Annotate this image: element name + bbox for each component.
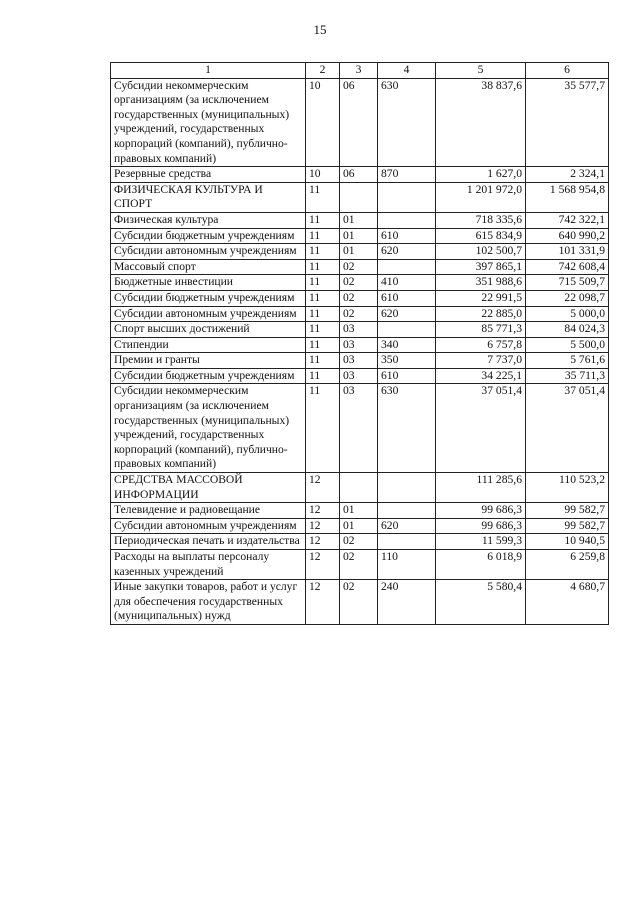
amount-year1-cell: 615 834,9 — [436, 228, 526, 244]
subsection-code-cell: 02 — [340, 306, 378, 322]
amount-year2-cell: 640 990,2 — [526, 228, 609, 244]
subsection-code-cell: 03 — [340, 353, 378, 369]
expense-type-cell: 340 — [378, 337, 436, 353]
amount-year1-cell: 1 201 972,0 — [436, 182, 526, 212]
table-row — [111, 337, 609, 353]
table-row — [111, 244, 609, 260]
amount-year2-cell: 5 000,0 — [526, 306, 609, 322]
section-code-cell: 11 — [306, 322, 340, 338]
subsection-code-cell: 01 — [340, 212, 378, 228]
expense-type-cell: 620 — [378, 244, 436, 260]
amount-year2-cell: 110 523,2 — [526, 473, 609, 503]
row-name-cell: СРЕДСТВА МАССОВОЙ ИНФОРМАЦИИ — [111, 473, 306, 503]
amount-year2-cell: 35 711,3 — [526, 368, 609, 384]
table-row — [111, 182, 609, 212]
table-row — [111, 290, 609, 306]
row-name-cell: Премии и гранты — [111, 353, 306, 369]
amount-year1-cell: 34 225,1 — [436, 368, 526, 384]
section-code-cell: 11 — [306, 337, 340, 353]
amount-year1-cell: 6 757,8 — [436, 337, 526, 353]
amount-year1-cell: 22 991,5 — [436, 290, 526, 306]
table-row — [111, 550, 609, 580]
section-code-cell: 10 — [306, 167, 340, 183]
subsection-code-cell: 03 — [340, 337, 378, 353]
section-code-cell: 11 — [306, 212, 340, 228]
row-name-cell: Резервные средства — [111, 167, 306, 183]
expense-type-cell — [378, 503, 436, 519]
section-code-cell: 11 — [306, 182, 340, 212]
subsection-code-cell: 02 — [340, 275, 378, 291]
amount-year1-cell: 22 885,0 — [436, 306, 526, 322]
table-row — [111, 259, 609, 275]
amount-year1-cell: 5 580,4 — [436, 580, 526, 625]
amount-year2-cell: 5 500,0 — [526, 337, 609, 353]
expense-type-cell: 110 — [378, 550, 436, 580]
subsection-code-cell — [340, 473, 378, 503]
amount-year2-cell: 1 568 954,8 — [526, 182, 609, 212]
amount-year2-cell: 84 024,3 — [526, 322, 609, 338]
expense-type-cell — [378, 322, 436, 338]
section-code-cell: 11 — [306, 228, 340, 244]
subsection-code-cell: 01 — [340, 518, 378, 534]
subsection-code-cell: 01 — [340, 503, 378, 519]
subsection-code-cell: 03 — [340, 384, 378, 473]
subsection-code-cell — [340, 182, 378, 212]
row-name-cell: Массовый спорт — [111, 259, 306, 275]
row-name-cell: Расходы на выплаты персоналу казенных учреждений — [111, 550, 306, 580]
amount-year1-cell: 1 627,0 — [436, 167, 526, 183]
header-cell: 6 — [526, 63, 609, 79]
section-code-cell: 12 — [306, 503, 340, 519]
amount-year2-cell: 35 577,7 — [526, 78, 609, 167]
budget-table — [110, 62, 609, 625]
amount-year1-cell: 351 988,6 — [436, 275, 526, 291]
subsection-code-cell: 01 — [340, 228, 378, 244]
table-row — [111, 228, 609, 244]
subsection-code-cell: 02 — [340, 259, 378, 275]
expense-type-cell — [378, 534, 436, 550]
section-code-cell: 11 — [306, 353, 340, 369]
table-row — [111, 503, 609, 519]
subsection-code-cell: 06 — [340, 78, 378, 167]
amount-year2-cell: 101 331,9 — [526, 244, 609, 260]
expense-type-cell: 630 — [378, 384, 436, 473]
amount-year1-cell: 111 285,6 — [436, 473, 526, 503]
table-header-row — [111, 63, 609, 79]
amount-year1-cell: 7 737,0 — [436, 353, 526, 369]
section-code-cell: 11 — [306, 290, 340, 306]
table-row — [111, 275, 609, 291]
expense-type-cell — [378, 473, 436, 503]
header-cell: 1 — [111, 63, 306, 79]
amount-year1-cell: 99 686,3 — [436, 503, 526, 519]
amount-year2-cell: 5 761,6 — [526, 353, 609, 369]
expense-type-cell — [378, 259, 436, 275]
expense-type-cell: 610 — [378, 368, 436, 384]
table-row — [111, 167, 609, 183]
budget-table-body — [111, 63, 609, 625]
row-name-cell: Субсидии автономным учреждениям — [111, 244, 306, 260]
amount-year1-cell: 6 018,9 — [436, 550, 526, 580]
row-name-cell: Субсидии автономным учреждениям — [111, 518, 306, 534]
table-row — [111, 78, 609, 167]
subsection-code-cell: 02 — [340, 550, 378, 580]
header-cell: 3 — [340, 63, 378, 79]
row-name-cell: Физическая культура — [111, 212, 306, 228]
table-row — [111, 534, 609, 550]
table-row — [111, 353, 609, 369]
section-code-cell: 11 — [306, 244, 340, 260]
table-row — [111, 306, 609, 322]
amount-year2-cell: 6 259,8 — [526, 550, 609, 580]
row-name-cell: Субсидии бюджетным учреждениям — [111, 290, 306, 306]
row-name-cell: ФИЗИЧЕСКАЯ КУЛЬТУРА И СПОРТ — [111, 182, 306, 212]
subsection-code-cell: 02 — [340, 290, 378, 306]
expense-type-cell: 240 — [378, 580, 436, 625]
table-row — [111, 518, 609, 534]
row-name-cell: Иные закупки товаров, работ и услуг для обеспечения государственных (муниципальных) нужд — [111, 580, 306, 625]
row-name-cell: Субсидии некоммерческим организациям (за исключением государственных (муниципальных) учреждений, государственных корпораций (компаний), публично-правовых компаний) — [111, 78, 306, 167]
header-cell: 2 — [306, 63, 340, 79]
expense-type-cell: 610 — [378, 228, 436, 244]
row-name-cell: Телевидение и радиовещание — [111, 503, 306, 519]
amount-year1-cell: 11 599,3 — [436, 534, 526, 550]
header-cell: 4 — [378, 63, 436, 79]
row-name-cell: Субсидии бюджетным учреждениям — [111, 368, 306, 384]
amount-year1-cell: 99 686,3 — [436, 518, 526, 534]
amount-year1-cell: 85 771,3 — [436, 322, 526, 338]
section-code-cell: 11 — [306, 259, 340, 275]
table-row — [111, 368, 609, 384]
table-row — [111, 473, 609, 503]
amount-year2-cell: 2 324,1 — [526, 167, 609, 183]
amount-year2-cell: 99 582,7 — [526, 518, 609, 534]
section-code-cell: 12 — [306, 580, 340, 625]
amount-year1-cell: 38 837,6 — [436, 78, 526, 167]
row-name-cell: Спорт высших достижений — [111, 322, 306, 338]
section-code-cell: 12 — [306, 518, 340, 534]
amount-year2-cell: 742 322,1 — [526, 212, 609, 228]
table-row — [111, 212, 609, 228]
table-row — [111, 384, 609, 473]
row-name-cell: Субсидии некоммерческим организациям (за исключением государственных (муниципальных) учреждений, государственных корпораций (компаний), публично-правовых компаний) — [111, 384, 306, 473]
expense-type-cell: 620 — [378, 518, 436, 534]
table-row — [111, 580, 609, 625]
expense-type-cell: 620 — [378, 306, 436, 322]
subsection-code-cell: 02 — [340, 580, 378, 625]
section-code-cell: 12 — [306, 473, 340, 503]
expense-type-cell: 610 — [378, 290, 436, 306]
amount-year1-cell: 37 051,4 — [436, 384, 526, 473]
subsection-code-cell: 03 — [340, 368, 378, 384]
expense-type-cell — [378, 212, 436, 228]
amount-year2-cell: 715 509,7 — [526, 275, 609, 291]
page-number: 15 — [313, 22, 327, 37]
section-code-cell: 12 — [306, 534, 340, 550]
amount-year1-cell: 397 865,1 — [436, 259, 526, 275]
row-name-cell: Субсидии бюджетным учреждениям — [111, 228, 306, 244]
expense-type-cell: 630 — [378, 78, 436, 167]
amount-year1-cell: 102 500,7 — [436, 244, 526, 260]
amount-year2-cell: 10 940,5 — [526, 534, 609, 550]
section-code-cell: 11 — [306, 306, 340, 322]
amount-year2-cell: 742 608,4 — [526, 259, 609, 275]
amount-year2-cell: 37 051,4 — [526, 384, 609, 473]
amount-year2-cell: 99 582,7 — [526, 503, 609, 519]
expense-type-cell: 350 — [378, 353, 436, 369]
table-row — [111, 322, 609, 338]
row-name-cell: Стипендии — [111, 337, 306, 353]
row-name-cell: Бюджетные инвестиции — [111, 275, 306, 291]
subsection-code-cell: 01 — [340, 244, 378, 260]
section-code-cell: 11 — [306, 384, 340, 473]
subsection-code-cell: 03 — [340, 322, 378, 338]
row-name-cell: Субсидии автономным учреждениям — [111, 306, 306, 322]
expense-type-cell: 870 — [378, 167, 436, 183]
section-code-cell: 11 — [306, 368, 340, 384]
subsection-code-cell: 06 — [340, 167, 378, 183]
section-code-cell: 10 — [306, 78, 340, 167]
amount-year1-cell: 718 335,6 — [436, 212, 526, 228]
expense-type-cell — [378, 182, 436, 212]
expense-type-cell: 410 — [378, 275, 436, 291]
subsection-code-cell: 02 — [340, 534, 378, 550]
header-cell: 5 — [436, 63, 526, 79]
section-code-cell: 12 — [306, 550, 340, 580]
amount-year2-cell: 4 680,7 — [526, 580, 609, 625]
amount-year2-cell: 22 098,7 — [526, 290, 609, 306]
section-code-cell: 11 — [306, 275, 340, 291]
row-name-cell: Периодическая печать и издательства — [111, 534, 306, 550]
